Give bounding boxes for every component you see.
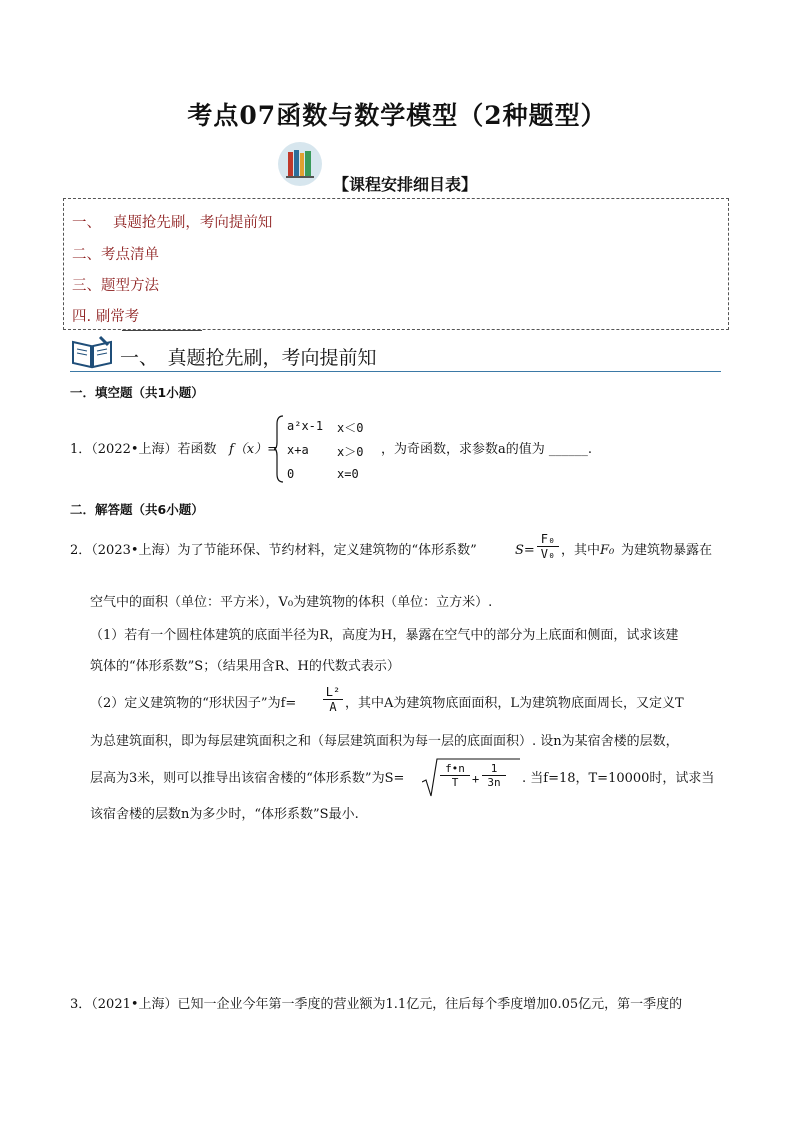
section-underline (70, 371, 721, 372)
q2-shape-den: A (329, 700, 337, 714)
q1-fx: f（x）= (229, 442, 279, 457)
q2-line1-b: ，其中 (561, 543, 601, 558)
books-logo-icon (278, 142, 322, 186)
q2-sqrt-den2: 3n (487, 776, 501, 789)
q2-line4: 筑体的“体形系数”S；（结果用含R、H的代数式表示） (90, 659, 400, 674)
fill-blank-header: 一．填空题（共1小题） (70, 385, 204, 400)
toc-box (63, 198, 729, 330)
q2-line3: （1）若有一个圆柱体建筑的底面半径为R，高度为H，暴露在空气中的部分为上底面和侧面，试求该建 (90, 628, 679, 643)
q2-plus: + (472, 772, 480, 786)
q2-sqrt-num1: f•n (440, 762, 470, 776)
q1-case2-expr: x+a (287, 443, 309, 457)
q1-lead: 1．（2022•上海）若函数 (70, 442, 217, 457)
q1-case3-cond: x=0 (337, 467, 359, 481)
q2-line7-a: 层高为3米，则可以推导出该宿舍楼的“体形系数”为S= (90, 771, 405, 786)
q2-sqrt-frac1 (440, 762, 470, 789)
q2-shape-fraction (323, 685, 343, 714)
q1-case1-cond: x＜0 (337, 421, 364, 435)
q2-line1-a: 2．（2023•上海）为了节能环保、节约材料，定义建筑物的“体形系数” (70, 543, 477, 558)
q2-line8: 该宿舍楼的层数n为多少时，“体形系数”S最小. (90, 807, 359, 822)
q2-fraction (537, 532, 559, 561)
q2-line7-b: . 当f=18，T=10000时，试求当 (522, 771, 715, 786)
q2-sqrt-den1: T (451, 776, 459, 789)
q2-sqrt-frac2 (482, 762, 506, 789)
q2-line2: 空气中的面积（单位：平方米），V₀为建筑物的体积（单位：立方米）. (90, 595, 493, 610)
q2-sqrt-num2: 1 (482, 762, 506, 776)
q2-frac-den: V₀ (540, 547, 556, 561)
toc-item-4[interactable]: 四. 刷常考 (72, 309, 140, 325)
page-title: 考点07函数与数学模型（2种题型） (187, 101, 607, 130)
toc-item-3[interactable]: 三、题型方法 (72, 278, 159, 294)
section-title: 一、 真题抢先刷，考向提前知 (120, 347, 377, 369)
section-overline (122, 330, 202, 331)
toc-item-1[interactable]: 一、 真题抢先刷，考向提前知 (72, 215, 273, 231)
q2-line5-b: ，其中A为建筑物底面面积，L为建筑物底面周长，又定义T (345, 696, 684, 711)
q3-line1: 3．（2021•上海）已知一企业今年第一季度的营业额为1.1亿元，往后每个季度增加0.05亿元，第一季度的 (70, 997, 683, 1012)
q1-tail: ，为奇函数，求参数a的值为 ______. (381, 442, 593, 457)
q1-case1-expr: a²x-1 (287, 419, 324, 433)
q2-line1-c: 为建筑物暴露在 (621, 543, 713, 558)
toc-item-2[interactable]: 二、考点清单 (72, 247, 159, 263)
q2-s-eq: S= (515, 543, 535, 558)
q1-case3-expr: 0 (287, 467, 295, 481)
q2-line5-a: （2）定义建筑物的“形状因子”为f= (90, 696, 297, 711)
q1-brace (273, 414, 285, 488)
schedule-label: 【课程安排细目表】 (333, 175, 478, 194)
answer-header: 二．解答题（共6小题） (70, 502, 204, 517)
q2-frac-num: F₀ (537, 532, 559, 547)
q2-f0: F₀ (600, 543, 615, 558)
q2-line6: 为总建筑面积，即为每层建筑面积之和（每层建筑面积为每一层的底面面积）. 设n为某宿舍楼的层数， (90, 734, 679, 749)
q1-case2-cond: x＞0 (337, 445, 364, 459)
q2-shape-num: L² (323, 685, 343, 700)
book-icon (70, 334, 114, 374)
